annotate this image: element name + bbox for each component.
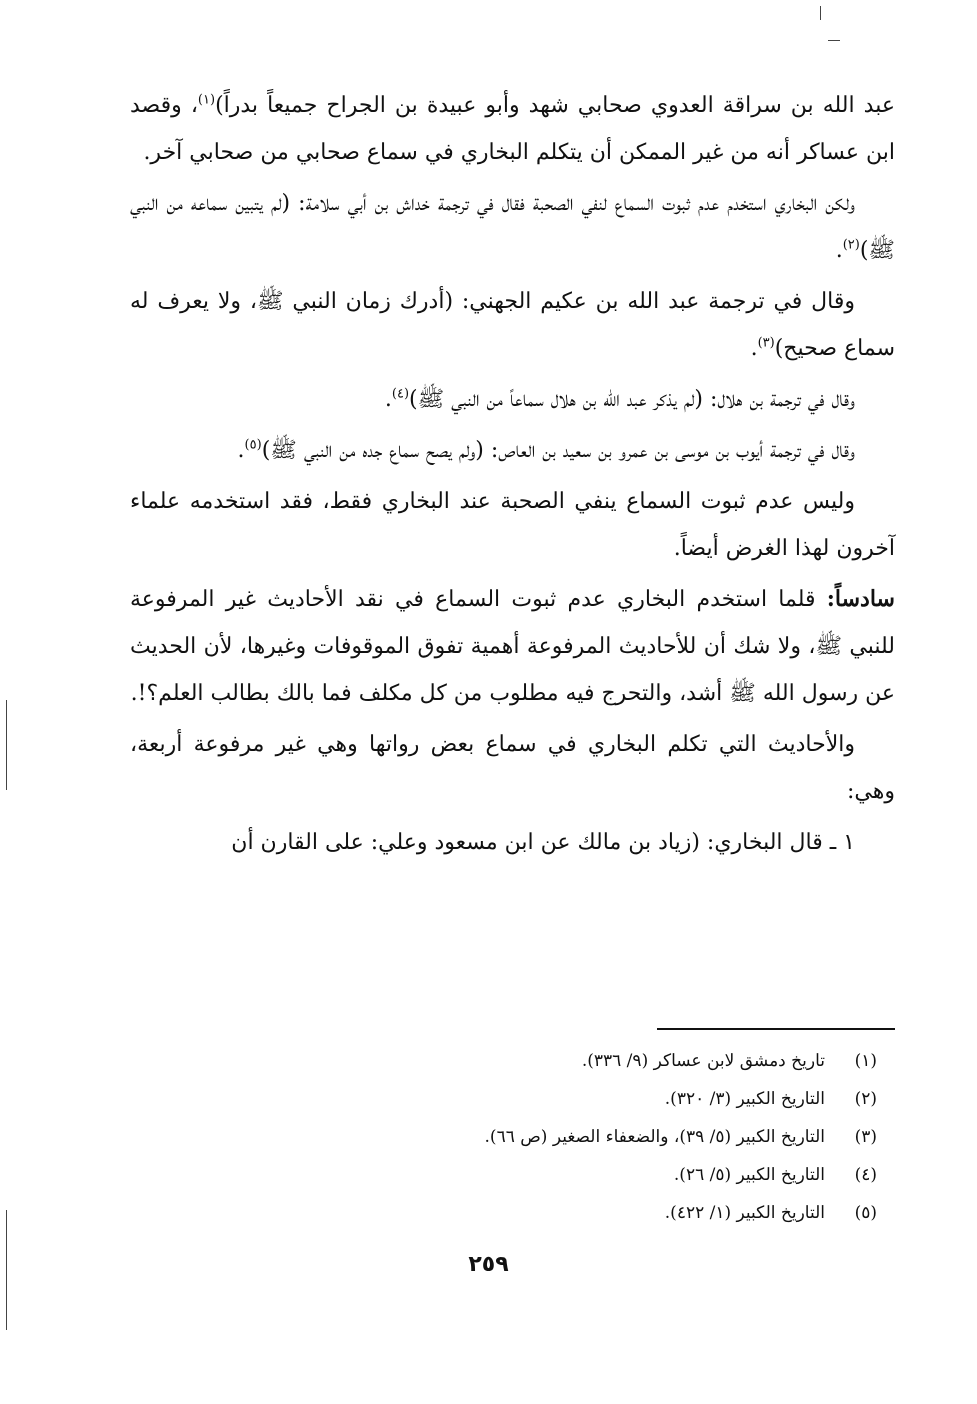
paragraph-7 — [130, 576, 895, 717]
footnote-number: (٤) — [854, 1165, 877, 1185]
paragraph-6: وليس عدم ثبوت السماع ينفي الصحبة عند البخاري فقط، فقد استخدمه علماء آخرون لهذا الغرض أيضاً. — [130, 489, 895, 561]
paragraph-3-text: وقال في ترجمة عبد الله بن عكيم الجهني: (أدرك زمان النبي ﷺ، ولا يعرف له سماع صحيح) — [130, 289, 895, 361]
paragraph-7-text: قلما استخدم البخاري عدم ثبوت السماع في نقد الأحاديث غير المرفوعة للنبي ﷺ، ولا شك أن للأحاديث المرفوعة أهمية تفوق الموقوفات وغيرها، لأن الحديث عن رسول الله ﷺ أشد، والتحرج فيه مطلوب من كل مكلف فما بالك بطالب العلم؟!. — [130, 587, 895, 706]
paragraph-1-text: عبد الله بن سراقة العدوي صحابي شهد وأبو عبيدة بن الجراح جميعاً بدراً) — [215, 93, 895, 118]
main-text — [130, 82, 895, 870]
paragraph-2-tail: . — [835, 238, 843, 263]
page-number: ٢٥٩ — [468, 1252, 509, 1277]
footnote-separator — [657, 1028, 895, 1030]
footnote-ref-5[interactable]: (٥) — [244, 437, 262, 453]
footnote-text: التاريخ الكبير (٥/ ٣٩)، والضعفاء الصغير (ص ٦٦). — [484, 1127, 825, 1147]
scan-mark-left-2 — [6, 1210, 7, 1330]
footnote-text: تاريخ دمشق لابن عساكر (٩/ ٣٣٦). — [581, 1051, 825, 1071]
footnote-number: (١) — [854, 1051, 877, 1071]
paragraph-1-tail: ، وقصد ابن عساكر أنه من غير الممكن أن يتكلم البخاري في سماع صحابي من صحابي آخر. — [130, 93, 895, 165]
paragraph-8: والأحاديث التي تكلم البخاري في سماع بعض رواتها وهي غير مرفوعة أربعة، وهي: — [130, 732, 895, 804]
footnote-1 — [177, 1042, 877, 1080]
footnote-text: التاريخ الكبير (١/ ٤٢٢). — [664, 1203, 825, 1223]
footnote-ref-3[interactable]: (٣) — [757, 335, 775, 351]
paragraph-9: ١ ـ قال البخاري: (زياد بن مالك عن ابن مسعود وعلي: على القارن أن — [231, 830, 855, 855]
footnote-4 — [177, 1156, 877, 1194]
paragraph-3 — [130, 278, 895, 372]
paragraph-2 — [130, 180, 895, 274]
scan-mark-top — [820, 6, 821, 20]
paragraph-5 — [130, 427, 895, 474]
paragraph-4 — [130, 376, 895, 423]
footnote-3 — [177, 1118, 877, 1156]
paragraph-2-text: ولكن البخاري استخدم عدم ثبوت السماع لنفي الصحبة فقال في ترجمة خداش بن أبي سلامة: (لم يتبين سماعه من النبي ﷺ) — [130, 191, 895, 263]
scan-mark-left-1 — [6, 700, 7, 790]
footnote-5 — [177, 1194, 877, 1232]
paragraph-5-text: وقال في ترجمة أيوب بن موسى بن عمرو بن سعيد بن العاص: (ولم يصح سماع جده من النبي ﷺ) — [261, 438, 855, 463]
footnote-number: (٣) — [854, 1127, 877, 1147]
footnote-number: (٥) — [854, 1203, 877, 1223]
paragraph-5-tail: . — [237, 438, 245, 463]
footnote-ref-4[interactable]: (٤) — [391, 386, 410, 402]
scan-mark-top-dash — [828, 40, 840, 41]
footnote-2 — [177, 1080, 877, 1118]
footnote-ref-1[interactable]: (١) — [197, 92, 216, 108]
section-label-sixth: سادساً: — [826, 586, 895, 612]
paragraph-4-tail: . — [384, 387, 392, 412]
footnote-number: (٢) — [854, 1089, 877, 1109]
footnote-text: التاريخ الكبير (٣/ ٣٢٠). — [664, 1089, 825, 1109]
footnote-ref-2[interactable]: (٢) — [842, 237, 860, 253]
paragraph-3-tail: . — [750, 336, 758, 361]
paragraph-4-text: وقال في ترجمة بن هلال: (لم يذكر عبد الله بن هلال سماعاً من النبي ﷺ) — [409, 387, 855, 412]
footnotes — [177, 1042, 877, 1232]
footnote-text: التاريخ الكبير (٥/ ٢٦). — [673, 1165, 825, 1185]
paragraph-1 — [130, 82, 895, 176]
